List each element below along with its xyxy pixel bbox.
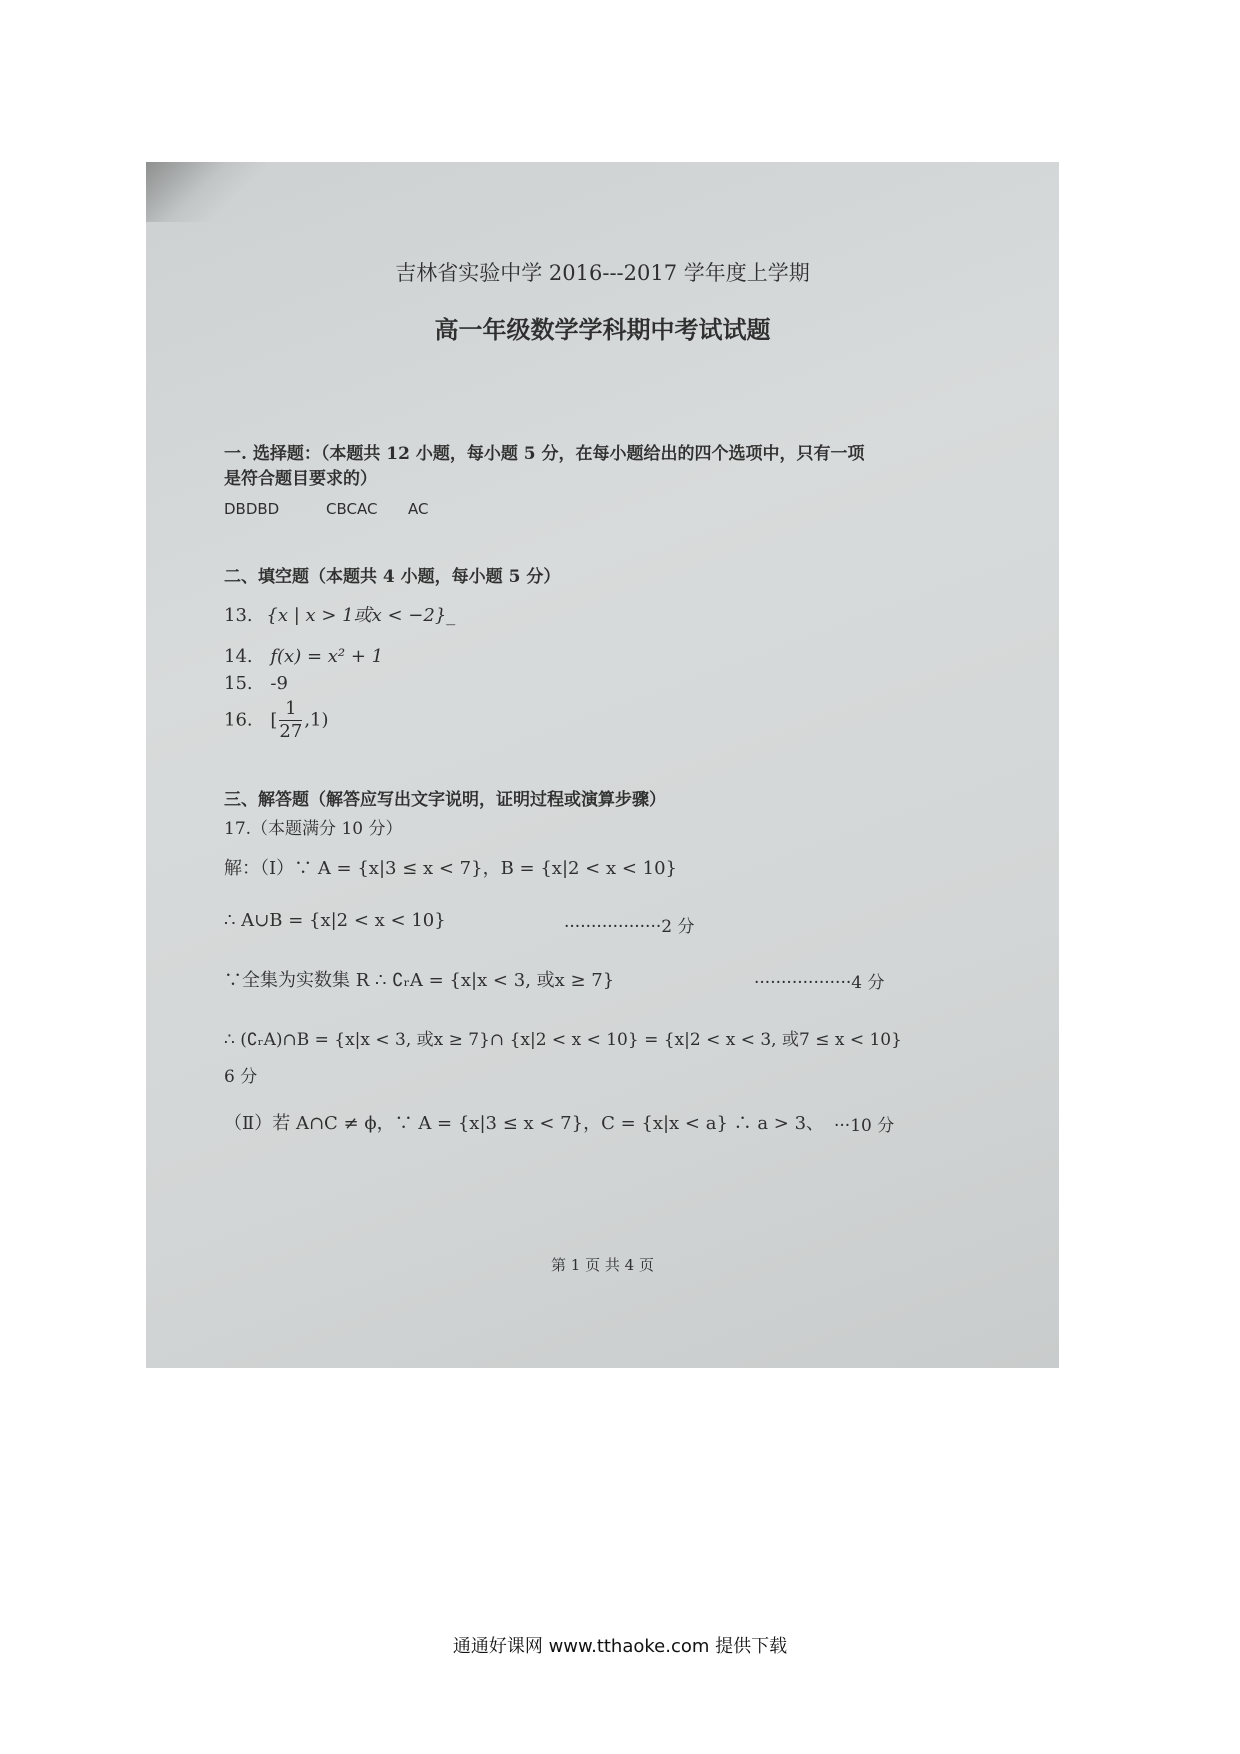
score-4: ··················4 分 [754, 973, 885, 993]
section3-heading: 三、解答题（解答应写出文字说明，证明过程或演算步骤） [224, 790, 666, 810]
section1-heading: 一. 选择题：（本题共 12 小题，每小题 5 分，在每小题给出的四个选项中，只有一项 [224, 444, 865, 464]
solution-line-2: ∴ A∪B = {x|2 < x < 10} [224, 910, 446, 931]
solution-line-4: ∴ (∁ᵣA)∩B = {x|x < 3, 或x ≥ 7}∩ {x|2 < x < 10} = {x|2 < x < 3, 或7 ≤ x < 10} [224, 1030, 902, 1050]
mc-answers-group-2: CBCAC [326, 500, 378, 518]
fill-item-15 [224, 673, 288, 694]
fill-answer-14: f(x) = x² + 1 [270, 646, 384, 667]
fill-answer-15: -9 [270, 673, 288, 694]
fill-answer-13: {x | x > 1或x < −2}_ [266, 605, 456, 626]
photographed-exam-page [146, 162, 1059, 1368]
fill-item-number: 14. [224, 646, 253, 667]
page-number: 第 1 页 共 4 页 [551, 1256, 654, 1274]
fill-item-number: 15. [224, 673, 253, 694]
score-6: 6 分 [224, 1067, 258, 1087]
fraction-denominator: 27 [279, 721, 303, 742]
fill-item-number: 13. [224, 605, 253, 626]
fill-answer-16-close: ,1) [304, 709, 329, 731]
fraction-numerator: 1 [279, 700, 302, 721]
section2-heading: 二、填空题（本题共 4 小题，每小题 5 分） [224, 567, 561, 587]
fill-item-number: 16. [224, 709, 253, 731]
mc-answers-group-1: DBDBD [224, 500, 280, 518]
exam-title-subject: 高一年级数学学科期中考试试题 [434, 315, 771, 344]
download-footer: 通通好课网 www.tthaoke.com 提供下载 [452, 1636, 788, 1657]
section1-heading-cont: 是符合题目要求的） [224, 469, 377, 489]
fraction [279, 700, 302, 741]
fill-item-14 [224, 646, 383, 667]
solution-line-3: ∵全集为实数集 R ∴ ∁ᵣA = {x|x < 3, 或x ≥ 7} [224, 970, 615, 991]
corner-shadow [146, 162, 266, 222]
fill-item-13 [224, 601, 455, 627]
exam-title-school: 吉林省实验中学 2016---2017 学年度上学期 [395, 261, 810, 285]
q17-header: 17.（本题满分 10 分） [224, 819, 403, 839]
fill-answer-16-open: [ [270, 709, 278, 731]
mc-answers-group-3: AC [408, 500, 429, 518]
solution-line-1: 解：（Ⅰ）∵ A = {x|3 ≤ x < 7}，B = {x|2 < x < 10} [224, 858, 678, 879]
score-10: ···10 分 [834, 1116, 895, 1136]
fill-item-16 [224, 700, 329, 741]
solution-line-part2: （Ⅱ）若 A∩C ≠ ϕ，∵ A = {x|3 ≤ x < 7}，C = {x|x < a} ∴ a > 3、 [224, 1113, 825, 1134]
score-2: ··················2 分 [564, 917, 695, 937]
